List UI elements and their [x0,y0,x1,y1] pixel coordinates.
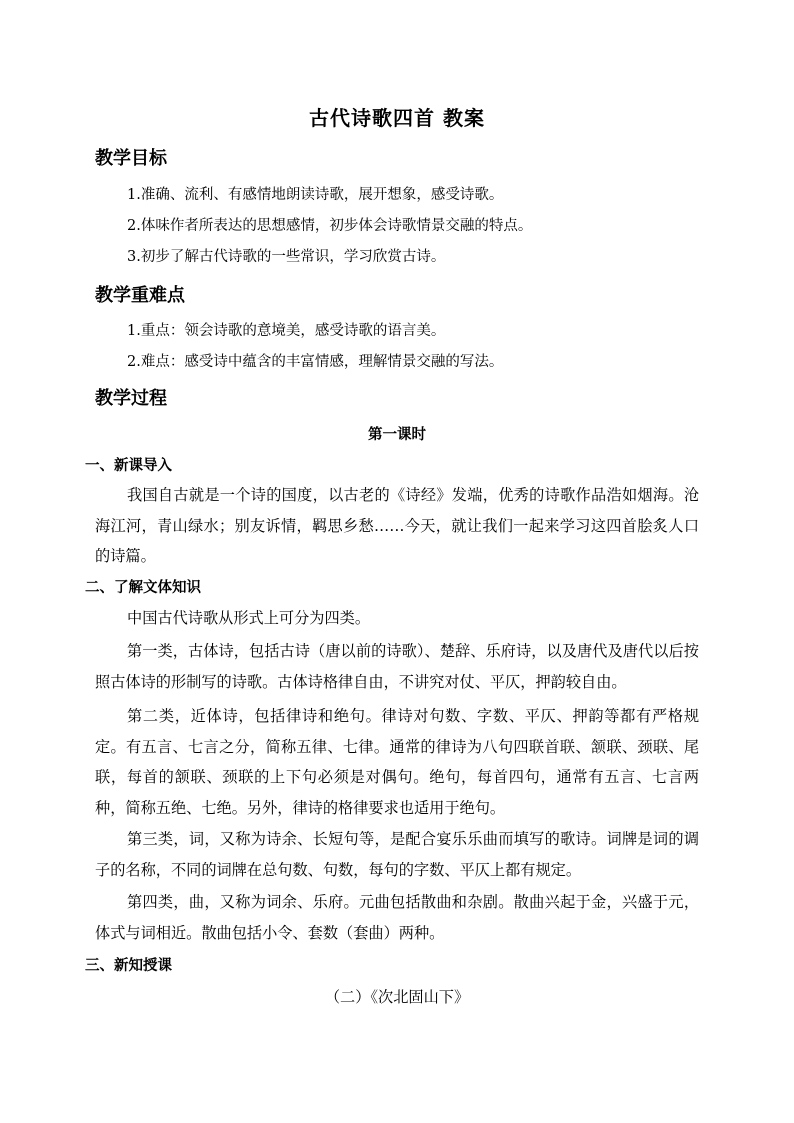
intro-paragraph: 我国自古就是一个诗的国度，以古老的《诗经》发端，优秀的诗歌作品浩如烟海。沧海江河，青山绿水；别友诉情，羁思乡愁……今天，就让我们一起来学习这四首脍炙人口的诗篇。 [95,486,699,566]
genre-paragraph-5: 第四类，曲，又称为词余、乐府。元曲包括散曲和杂剧。散曲兴起于金，兴盛于元，体式与词相近。散曲包括小令、套数（套曲）两种。 [95,893,699,942]
process-heading: 教学过程 [95,388,167,409]
objective-item-2: 2.体味作者所表达的思想感情，初步体会诗歌情景交融的特点。 [127,218,533,234]
genre-paragraph-2: 第一类，古体诗，包括古诗（唐以前的诗歌）、楚辞、乐府诗，以及唐代及唐代以后按照古体诗的形制写的诗歌。古体诗格律自由，不讲究对仗、平仄，押韵较自由。 [95,642,699,691]
genre-paragraph-4: 第三类，词，又称为诗余、长短句等，是配合宴乐乐曲而填写的歌诗。词牌是词的调子的名称，不同的词牌在总句数、句数，每句的字数、平仄上都有规定。 [95,830,699,879]
key-point-item-2: 2.难点：感受诗中蕴含的丰富情感，理解情景交融的写法。 [127,354,504,370]
document-page [85,0,699,1123]
objective-item-1: 1.准确、流利、有感情地朗读诗歌，展开想象，感受诗歌。 [127,187,504,203]
lesson-title: 第一课时 [368,426,426,443]
objectives-heading: 教学目标 [95,148,167,169]
section-heading-new-lesson: 三、新知授课 [85,957,172,974]
genre-paragraph-3: 第二类，近体诗，包括律诗和绝句。律诗对句数、字数、平仄、押韵等都有严格规定。有五言、七言之分，简称五律、七律。通常的律诗为八句四联首联、颔联、颈联、尾联，每首的颔联、颈联的上下句必须是对偶句。绝句，每首四句，通常有五言、七言两种，简称五绝、七绝。另外，律诗的格律要求也适用于绝句。 [95,707,699,817]
key-point-item-1: 1.重点：领会诗歌的意境美，感受诗歌的语言美。 [127,323,446,339]
key-points-heading: 教学重难点 [95,285,185,306]
genre-paragraph-1: 中国古代诗歌从形式上可分为四类。 [127,609,370,627]
section-heading-genre: 二、了解文体知识 [85,579,201,596]
poem-subtitle: （二）《次北固山下》 [324,988,470,1006]
page-title: 古代诗歌四首 教案 [309,106,485,130]
objective-item-3: 3.初步了解古代诗歌的一些常识，学习欣赏古诗。 [127,249,446,265]
section-heading-intro: 一、新课导入 [85,457,172,474]
